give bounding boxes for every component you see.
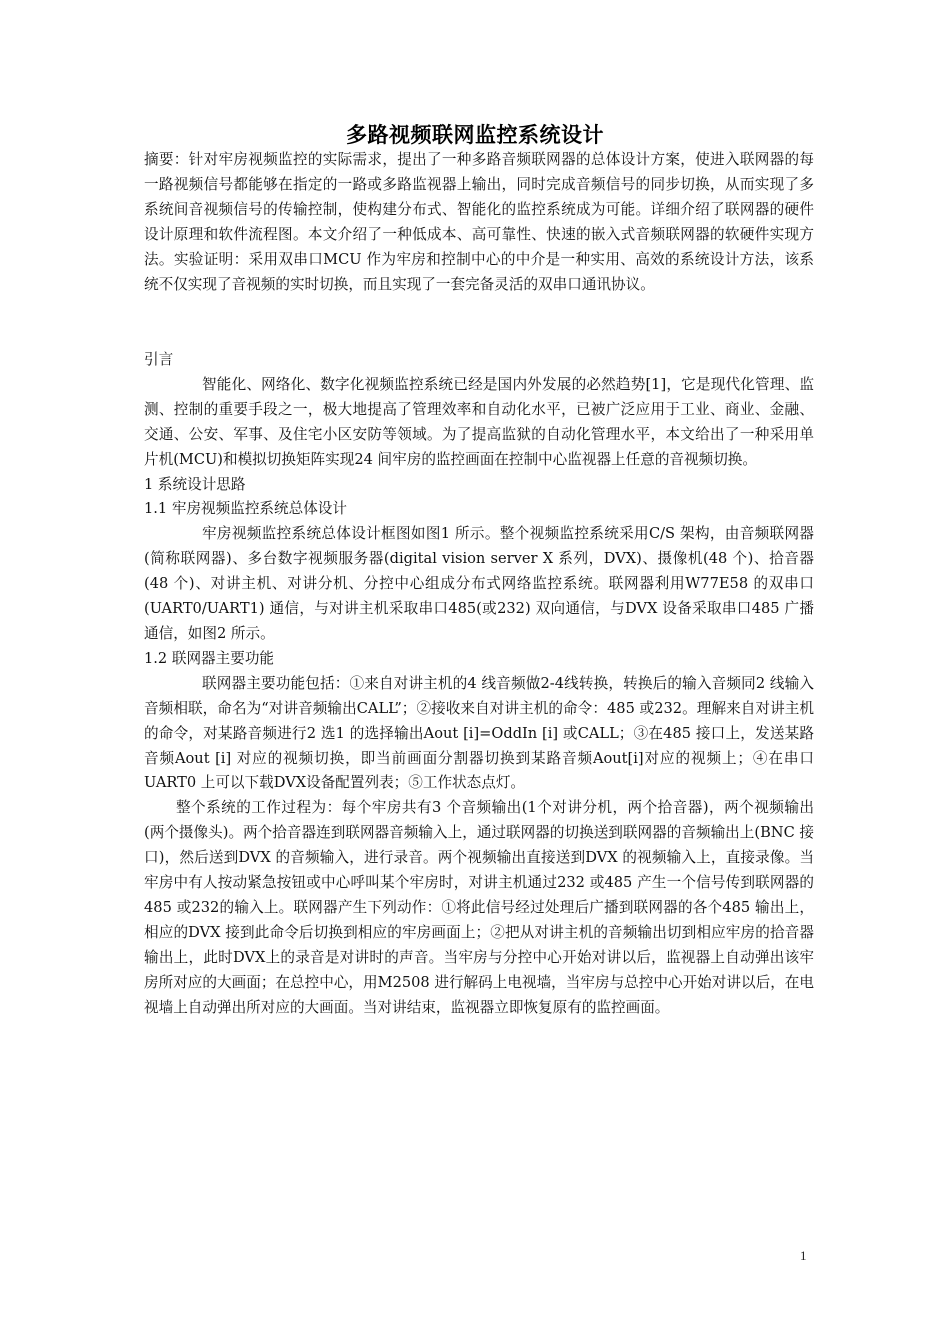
section-1-1-heading: 1.1 牢房视频监控系统总体设计	[144, 500, 347, 518]
section-1-heading: 1 系统设计思路	[144, 475, 246, 493]
abstract-paragraph: 摘要：针对牢房视频监控的实际需求，提出了一种多路音频联网器的总体设计方案，使进入联网器的每一路视频信号都能够在指定的一路或多路监视器上输出，同时完成音频信号的同步切换，从而实现了多系统间音视频信号的传输控制，使构建分布式、智能化的监控系统成为可能。详细介绍了联网器的硬件设计原理和软件流程图。本文介绍了一种低成本、高可靠性、快速的嵌入式音频联网器的软硬件实现方法。实验证明：采用双串口MCU 作为牢房和控制中心的中介是一种实用、高效的系统设计方法，该系统不仅实现了音视频的实时切换，而且实现了一套完备灵活的双串口通讯协议。	[144, 151, 814, 293]
section-1-2-heading: 1.2 联网器主要功能	[144, 649, 275, 667]
intro-heading: 引言	[144, 351, 174, 368]
intro-paragraph: 智能化、网络化、数字化视频监控系统已经是国内外发展的必然趋势[1]，它是现代化管理、监测、控制的重要手段之一，极大地提高了管理效率和自动化水平，已被广泛应用于工业、商业、金融、交通、公安、军事、及住宅小区安防等领域。为了提高监狱的自动化管理水平，本文给出了一种采用单片机(MCU)和模拟切换矩阵实现24 间牢房的监控画面在控制中心监视器上任意的音视频切换。	[144, 375, 814, 468]
document-title: 多路视频联网监控系统设计	[346, 123, 604, 147]
page-number: 1	[800, 1248, 807, 1263]
abstract-block	[144, 148, 814, 297]
section-1-1-paragraph: 牢房视频监控系统总体设计框图如图1 所示。整个视频监控系统采用C/S 架构，由音频联网器(简称联网器)、多台数字视频服务器(digital vision server X 系列，DVX)、摄像机(48 个)、拾音器(48 个)、对讲主机、对讲分机、分控中心组成分布式网络监控系统。联网器利用W77E58 的双串口(UART0/UART1) 通信，与对讲主机采取串口485(或232) 双向通信，与DVX 设备采取串口485 广播通信，如图2 所示。	[144, 525, 814, 642]
work-process-paragraph: 整个系统的工作过程为：每个牢房共有3 个音频输出(1个对讲分机，两个拾音器)，两个视频输出(两个摄像头)。两个拾音器连到联网器音频输入上，通过联网器的切换送到联网器的音频输出上(BNC 接口)，然后送到DVX 的音频输入，进行录音。两个视频输出直接送到DVX 的视频输入上，直接录像。当牢房中有人按动紧急按钮或中心呼叫某个牢房时，对讲主机通过232 或485 产生一个信号传到联网器的485 或232的输入上。联网器产生下列动作：①将此信号经过处理后广播到联网器的各个485 输出上，相应的DVX 接到此命令后切换到相应的牢房画面上；②把从对讲主机的音频输出切到相应牢房的拾音器输出上，此时DVX上的录音是对讲时的声音。当牢房与分控中心开始对讲以后，监视器上自动弹出该牢房所对应的大画面；在总控中心，用M2508 进行解码上电视墙，当牢房与总控中心开始对讲以后，在电视墙上自动弹出所对应的大画面。当对讲结束，监视器立即恢复原有的监控画面。	[144, 799, 814, 1016]
section-1-2-paragraph: 联网器主要功能包括：①来自对讲主机的4 线音频做2-4线转换，转换后的输入音频同2 线输入音频相联，命名为“对讲音频输出CALL”；②接收来自对讲主机的命令：485 或232。理解来自对讲主机的命令，对某路音频进行2 选1 的选择输出Aout [i]=OddIn [i] 或CALL；③在485 接口上，发送某路音频Aout [i] 对应的视频切换，即当前画面分割器切换到某路音频Aout[i]对应的视频上；④在串口UART0 上可以下载DVX设备配置列表；⑤工作状态点灯。	[144, 674, 814, 792]
introduction-section	[144, 348, 814, 1020]
